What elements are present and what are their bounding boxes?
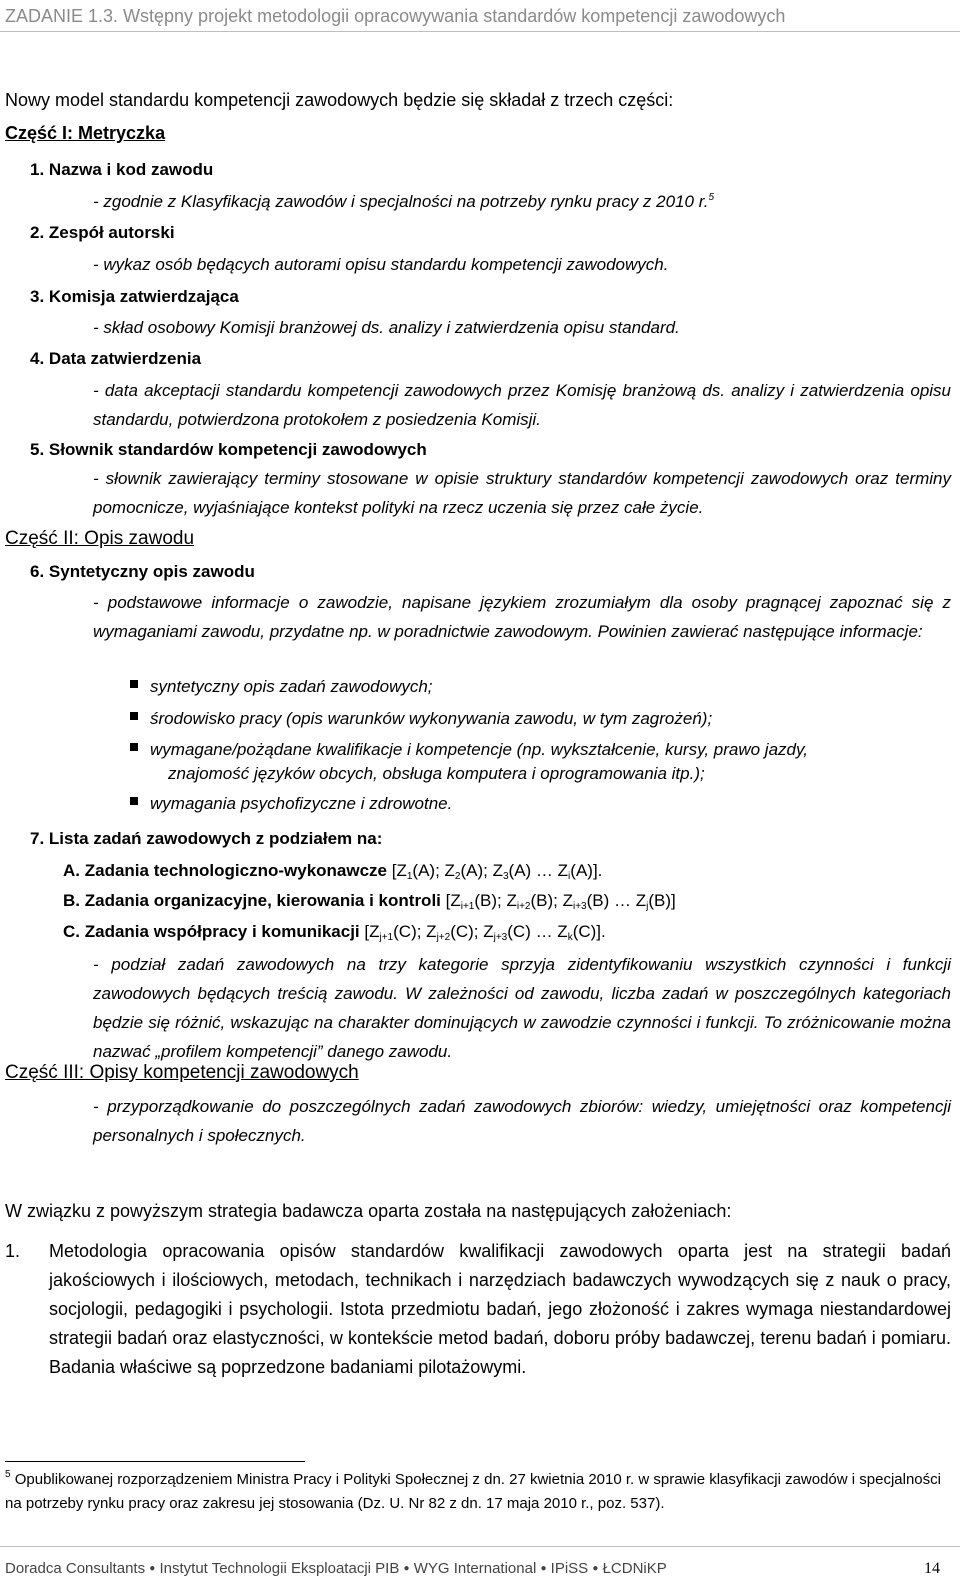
bullet-item-continuation: znajomość języków obcych, obsługa komputera i oprogramowania itp.); <box>168 764 705 783</box>
separator-dot-icon: ● <box>592 1563 599 1574</box>
task-category-c: C. Zadania współpracy i komunikacji [$Z_{j+1}(C)$; $Z_{j+2}(C)$; $Z_{j+3}(C)$ … $Z_k(C)$]. <box>63 922 606 943</box>
item-3-desc: - skład osobowy Komisji branżowej ds. analizy i zatwierdzenia opisu standard. <box>93 318 680 337</box>
bullet-item: środowisko pracy (opis warunków wykonywania zawodu, w tym zagrożeń); <box>150 709 713 728</box>
footnote: $^5$ Opublikowanej rozporządzeniem Ministra Pracy i Polityki Społecznej z dn. 27 kwietnia 2010 r. w sprawie klasyfikacji zawodów i specjalności na potrzeby rynku pracy oraz zakresu jej stosowania (Dz. U. Nr 82 z dn. 17 maja 2010 r., poz. 537). <box>5 1469 941 1512</box>
part3-title: Część III: Opisy kompetencji zawodowych <box>5 1062 359 1083</box>
item-2-desc: - wykaz osób będących autorami opisu standardu kompetencji zawodowych. <box>93 255 669 274</box>
partner-name: ŁCDNiKP <box>602 1560 667 1577</box>
intro-text: Nowy model standardu kompetencji zawodowych będzie się składał z trzech części: <box>5 90 674 110</box>
part2-title: Część II: Opis zawodu <box>5 528 195 549</box>
item-5-desc: - słownik zawierający terminy stosowane w opisie struktury standardów kompetencji zawodowych oraz terminy pomocnicze, wyjaśniające kontekst polityki na rzecz uczenia się przez całe życie. <box>93 469 951 517</box>
item-4-desc: - data akceptacji standardu kompetencji zawodowych przez Komisję branżową ds. analizy i zatwierdzenia opisu standardu, potwierdzona protokołem z posiedzenia Komisji. <box>93 381 951 429</box>
bullet-icon <box>130 797 138 805</box>
partner-name: IPiSS <box>550 1560 589 1577</box>
item-1-heading: 1. Nazwa i kod zawodu <box>30 160 214 179</box>
partner-name: WYG International <box>413 1560 537 1577</box>
item-5-heading: 5. Słownik standardów kompetencji zawodowych <box>30 440 427 459</box>
bullet-item: syntetyczny opis zadań zawodowych; <box>150 677 433 696</box>
footer-divider <box>0 1546 960 1547</box>
item-6-heading: 6. Syntetyczny opis zawodu <box>30 562 255 581</box>
item-4-heading: 4. Data zatwierdzenia <box>30 349 202 368</box>
task-category-a: A. Zadania technologiczno-wykonawcze [$Z_1(A)$; $Z_2(A)$; $Z_3(A)$ … $Z_i(A)$]. <box>63 861 603 882</box>
separator-dot-icon: ● <box>149 1563 156 1574</box>
bullet-item: wymagania psychofizyczne i zdrowotne. <box>150 794 453 813</box>
partner-name: Doradca Consultants <box>5 1560 146 1577</box>
document-header: ZADANIE 1.3. Wstępny projekt metodologii opracowywania standardów kompetencji zawodowych <box>5 6 786 26</box>
bullet-icon <box>130 743 138 751</box>
footer-partners <box>5 1554 667 1583</box>
strategy-item-number: 1. <box>5 1241 21 1261</box>
item-2-heading: 2. Zespół autorski <box>30 223 175 242</box>
bullet-icon <box>130 680 138 688</box>
item-7-heading: 7. Lista zadań zawodowych z podziałem na: <box>30 829 383 848</box>
separator-dot-icon: ● <box>540 1563 547 1574</box>
bullet-item: wymagane/pożądane kwalifikacje i kompetencje (np. wykształcenie, kursy, prawo jazdy, <box>150 740 808 759</box>
separator-dot-icon: ● <box>403 1563 410 1574</box>
part1-title: Część I: Metryczka <box>5 123 166 143</box>
strategy-intro: W związku z powyższym strategia badawcza oparta została na następujących założeniach: <box>5 1201 732 1221</box>
header-divider <box>0 31 960 32</box>
item-3-heading: 3. Komisja zatwierdzająca <box>30 287 239 306</box>
footnote-divider <box>5 1461 305 1462</box>
item-1-desc: - zgodnie z Klasyfikacją zawodów i specjalności na potrzeby rynku pracy z 2010 r.$^5$ <box>93 192 715 211</box>
item-7-desc: - podział zadań zawodowych na trzy kategorie sprzyja zidentyfikowaniu wszystkich czynności i funkcji zawodowych będących treścią zawodu. W zależności od zawodu, liczba zadań w poszczególnych kategoriach będzie się różnić, wskazując na charakter dominujących w zawodzie czynności i funkcji. To zróżnicowanie można nazwać „profilem kompetencji” danego zawodu. <box>93 955 951 1061</box>
bullet-icon <box>130 712 138 720</box>
task-category-b: B. Zadania organizacyjne, kierowania i kontroli [$Z_{i+1}(B)$; $Z_{i+2}(B)$; $Z_{i+3}(B)$ … $Z_j(B)$] <box>63 891 676 912</box>
item-6-desc: - podstawowe informacje o zawodzie, napisane językiem zrozumiałym dla osoby pragnącej zapoznać się z wymaganiami zawodu, przydatne np. w poradnictwie zawodowym. Powinien zawierać następujące informacje: <box>93 593 951 641</box>
strategy-item-text: Metodologia opracowania opisów standardów kwalifikacji zawodowych oparta jest na strategii badań jakościowych i ilościowych, metodach, technikach i narzędziach badawczych wywodzących się z nauk o pracy, socjologii, pedagogiki i psychologii. Istota przedmiotu badań, jego złożoność i zakres wymaga niestandardowej strategii badań oraz elastyczności, w kontekście metod badań, doboru próby badawczej, terenu badań i pomiaru. Badania właściwe są poprzedzone badaniami pilotażowymi. <box>49 1241 951 1377</box>
part3-desc: - przyporządkowanie do poszczególnych zadań zawodowych zbiorów: wiedzy, umiejętności oraz kompetencji personalnych i społecznych. <box>93 1097 951 1145</box>
partner-name: Instytut Technologii Eksploatacji PIB <box>159 1560 400 1577</box>
page-number: 14 <box>924 1560 940 1577</box>
